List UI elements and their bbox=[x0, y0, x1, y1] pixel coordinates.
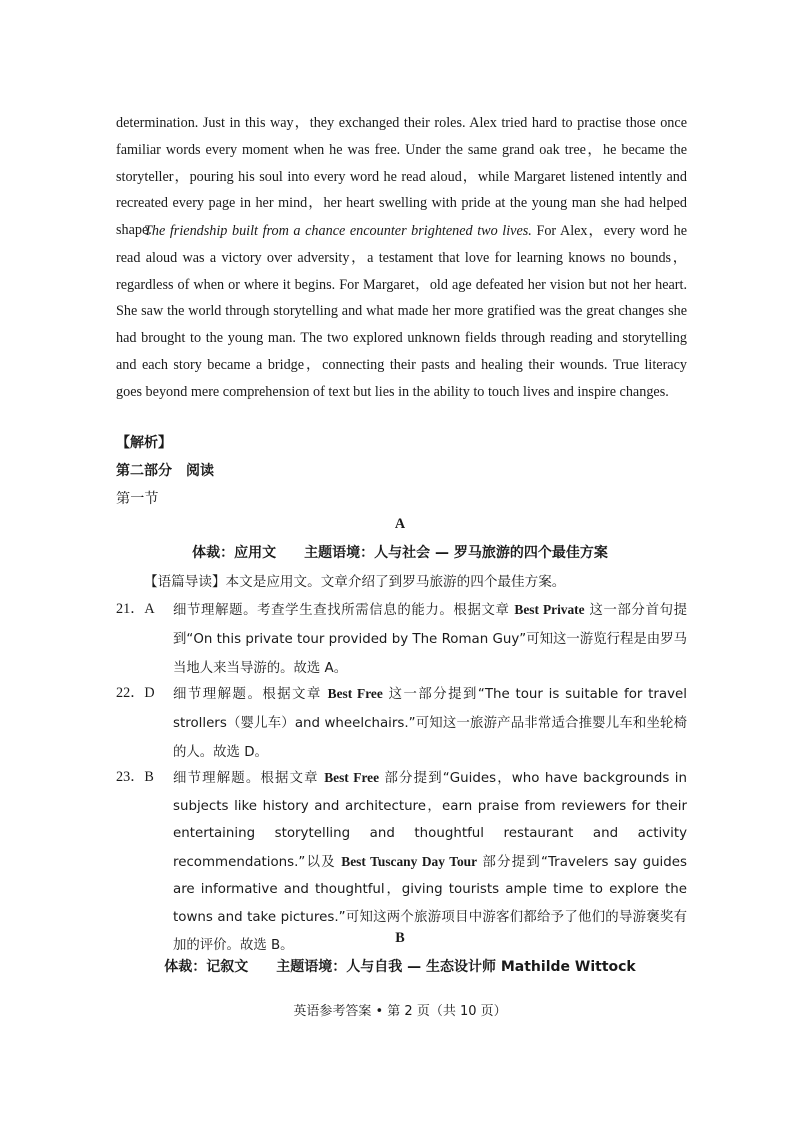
section-a-guide: 【语篇导读】本文是应用文。文章介绍了到罗马旅游的四个最佳方案。 bbox=[144, 574, 566, 590]
q23-text-2: 部分提到“Guides，who have backgrounds in subjects like history and architecture，earn praise from reviewers for their entertaining storytelling and thoughtful restaurant and activity recommendations.”以及 bbox=[173, 771, 687, 870]
passage-italic-sentence: The friendship built from a chance encounter brightened two lives. bbox=[144, 223, 532, 239]
q23-bold-1: Best Free bbox=[324, 770, 380, 785]
passage-paragraph-1-text: determination. Just in this way，they exchanged their roles. Alex tried hard to practise those once familiar words every moment when he was free. Under the same grand oak tree，he became the storyteller，pouring his soul into every word he read aloud，while Margaret listened intently and recreated every page in her mind，her heart swelling with pride at the young man she had helped shape. bbox=[116, 115, 687, 239]
q23-bold-2: Best Tuscany Day Tour bbox=[341, 853, 478, 869]
section-b-genre: 体裁：记叙文 主题语境：人与自我 — 生态设计师 Mathilde Wittock bbox=[164, 959, 636, 975]
q23-text-3: 部分提到“Travelers say guides are informative and thoughtful，giving tourists ample time to explore the towns and take pictures.”可知这两个旅游项目中游客们都给予了他们的导游褒奖有加的评价。故选 B。 bbox=[173, 854, 687, 953]
section-b-letter: B bbox=[395, 930, 405, 946]
q21-body bbox=[173, 596, 687, 683]
q22-text-2: 这一部分提到“The tour is suitable for travel strollers（婴儿车）and wheelchairs.”可知这一旅游产品非常适合推婴儿车和坐轮椅的人。故选 D。 bbox=[173, 687, 687, 760]
part-heading: 第二部分 阅读 bbox=[116, 463, 214, 479]
section-heading: 第一节 bbox=[116, 491, 159, 507]
q22-text-1: 细节理解题。根据文章 bbox=[173, 687, 328, 702]
q22-bold-1: Best Free bbox=[327, 686, 383, 701]
analysis-heading: 【解析】 bbox=[116, 435, 172, 451]
q21-text-2: 这一部分首句提到“On this private tour provided by The Roman Guy”可知这一游览行程是由罗马当地人来当导游的。故选 A。 bbox=[173, 603, 688, 676]
q21-number: 21．A bbox=[116, 601, 155, 617]
q22-number: 22．D bbox=[116, 685, 155, 701]
q23-text-1: 细节理解题。根据文章 bbox=[173, 771, 325, 786]
q22-body bbox=[173, 680, 687, 767]
passage-paragraph-2-text bbox=[116, 218, 687, 406]
q21-bold-1: Best Private bbox=[514, 602, 585, 617]
q21-text-1: 细节理解题。考查学生查找所需信息的能力。根据文章 bbox=[173, 603, 515, 618]
section-a-letter: A bbox=[394, 516, 406, 532]
q23-number: 23．B bbox=[116, 769, 154, 785]
passage-paragraph-2 bbox=[116, 218, 687, 406]
page-footer: 英语参考答案 • 第 2 页（共 10 页） bbox=[293, 1004, 507, 1019]
passage-paragraph-2-rest: For Alex，every word he read aloud was a victory over adversity，a testament that love for learning knows no bounds，regardless of when or where it begins. For Margaret，old age defeated her vision but not her heart. She saw the world through storytelling and what made her more gratified was the great changes she had brought to the young man. The two explored unknown fields through reading and storytelling and each story became a bridge，connecting their pasts and healing their wounds. True literacy goes beyond mere comprehension of text but lies in the ability to touch lives and inspire changes. bbox=[116, 223, 687, 400]
section-a-genre: 体裁：应用文 主题语境：人与社会 — 罗马旅游的四个最佳方案 bbox=[192, 545, 608, 561]
